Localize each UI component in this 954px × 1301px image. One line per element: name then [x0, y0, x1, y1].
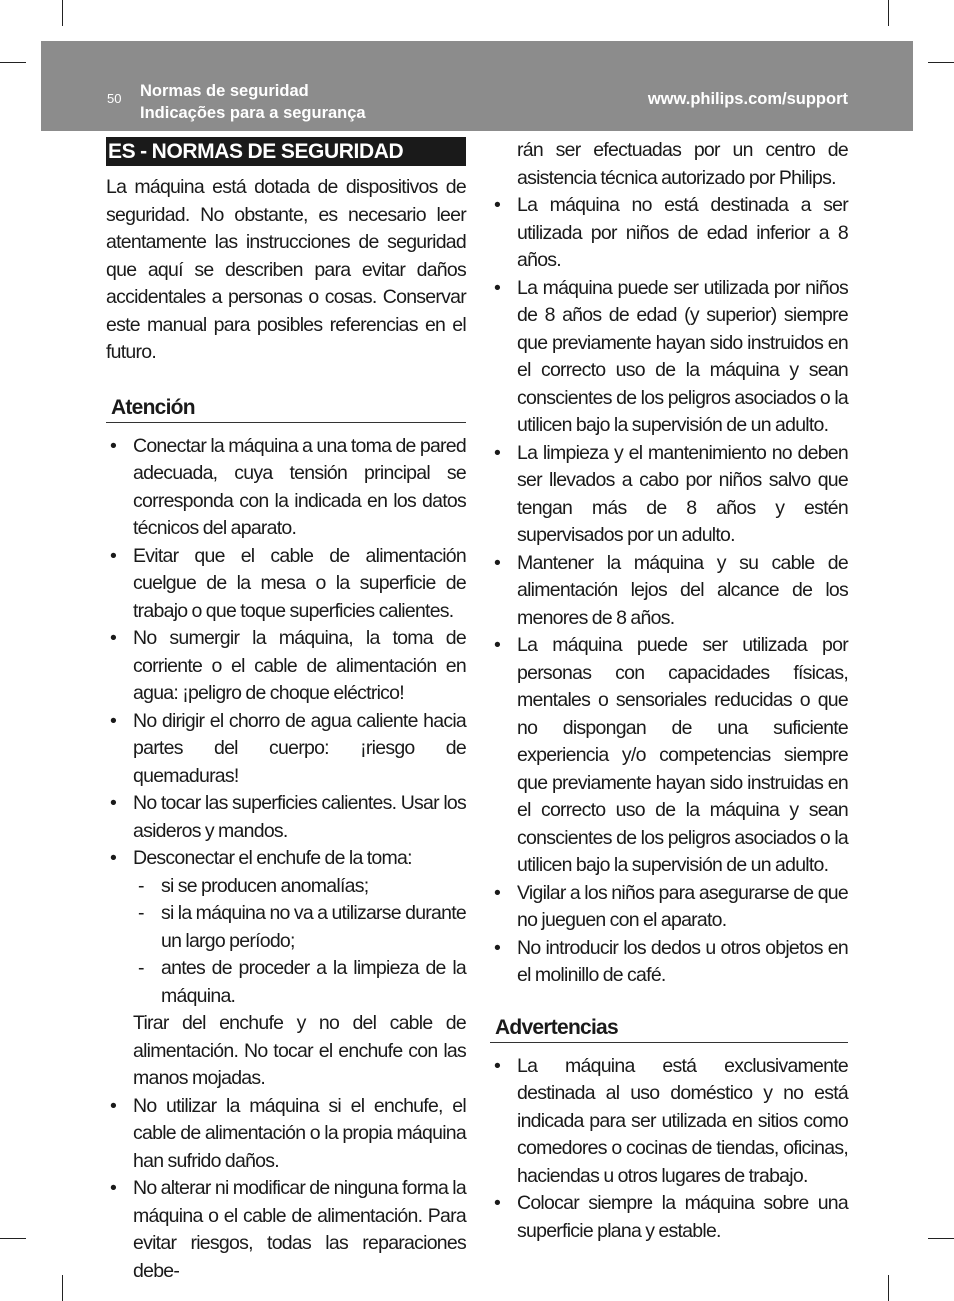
list-item: • Mantener la máquina y su cable de alimentación lejos del alcance de los menores de 8 años. — [490, 550, 848, 633]
left-column — [106, 137, 466, 1285]
list-item: • La máquina puede ser utilizada por personas con capacidades físicas, mentales o sensoriales reducidas o que no dispongan de una suficiente experiencia y/o competencias siempre que previamente hayan sido instruidas en el correcto uso de la máquina y sean conscientes de los peligros asociados o la utilicen bajo la supervisión de un adulto. — [490, 632, 848, 880]
header-titles — [140, 80, 366, 124]
heading-atencion: Atención — [106, 394, 466, 423]
list-item: • La máquina puede ser utilizada por niños de 8 años de edad (y superior) siempre que previamente hayan sido instruidos en el correcto uso de la máquina y sean conscientes de los peligros asociados o la utilicen bajo la supervisión de un adulto. — [490, 275, 848, 440]
list-item: • No alterar ni modificar de ninguna forma la máquina o el cable de alimentación. Para evitar riesgos, todas las reparaciones debe- — [106, 1175, 466, 1285]
crop-mark — [62, 1275, 63, 1301]
list-item: • La limpieza y el mantenimiento no deben ser llevados a cabo por niños salvo que tengan más de 8 años y estén supervisados por un adulto. — [490, 440, 848, 550]
unplug-note: Tirar del enchufe y no del cable de alimentación. No tocar el enchufe con las manos mojadas. — [133, 1012, 466, 1089]
crop-mark — [928, 1238, 954, 1239]
list-item: • Evitar que el cable de alimentación cuelgue de la mesa o la superficie de trabajo o que toque superficies calientes. — [106, 543, 466, 626]
page-header — [41, 41, 913, 131]
list-item: • No dirigir el chorro de agua caliente hacia partes del cuerpo: ¡riesgo de quemaduras! — [106, 708, 466, 791]
dash-item: - si se producen anomalías; — [133, 873, 466, 901]
list-item: • Conectar la máquina a una toma de pared adecuada, cuya tensión principal se corresponda con la indicada en los datos técnicos del aparato. — [106, 433, 466, 543]
crop-mark — [888, 1275, 889, 1301]
unplug-intro: Desconectar el enchufe de la toma: — [133, 847, 412, 869]
list-item: • No sumergir la máquina, la toma de corriente o el cable de alimentación en agua: ¡peligro de choque eléctrico! — [106, 625, 466, 708]
unplug-cases — [133, 873, 466, 1011]
list-item: • No utilizar la máquina si el enchufe, el cable de alimentación o la propia máquina han sufrido daños. — [106, 1093, 466, 1176]
crop-mark — [62, 0, 63, 26]
list-item: • Vigilar a los niños para asegurarse de que no jueguen con el aparato. — [490, 880, 848, 935]
list-item-unplug — [106, 845, 466, 1093]
atencion-list-continued — [490, 137, 848, 990]
list-item: • No tocar las superficies calientes. Usar los asideros y mandos. — [106, 790, 466, 845]
dash-item: - antes de proceder a la limpieza de la máquina. — [133, 955, 466, 1010]
page-number: 50 — [107, 91, 122, 106]
dash-item: - si la máquina no va a utilizarse durante un largo período; — [133, 900, 466, 955]
support-url[interactable]: www.philips.com/support — [647, 90, 848, 108]
heading-advertencias: Advertencias — [490, 1014, 848, 1043]
list-item: • La máquina está exclusivamente destinada al uso doméstico y no está indicada para ser utilizada en sitios como comedores o cocinas de tiendas, oficinas, haciendas u otros lugares de trabajo. — [490, 1053, 848, 1191]
list-item: • No introducir los dedos u otros objetos en el molinillo de café. — [490, 935, 848, 990]
list-item: • La máquina no está destinada a ser utilizada por niños de edad inferior a 8 años. — [490, 192, 848, 275]
section-title: ES - NORMAS DE SEGURIDAD — [106, 137, 466, 166]
list-item: • Colocar siempre la máquina sobre una superficie plana y estable. — [490, 1190, 848, 1245]
crop-mark — [928, 62, 954, 63]
crop-mark — [888, 0, 889, 26]
header-title-es: Normas de seguridad — [140, 82, 309, 100]
right-column — [490, 137, 848, 1245]
list-item-continued: rán ser efectuadas por un centro de asistencia técnica autorizado por Philips. — [517, 139, 848, 189]
advertencias-list — [490, 1053, 848, 1246]
intro-paragraph: La máquina está dotada de dispositivos de seguridad. No obstante, es necesario leer atentamente las instrucciones de seguridad que aquí se describen para evitar daños accidentales a personas o cosas. Conservar este manual para posibles referencias en el futuro. — [106, 176, 466, 363]
header-title-pt: Indicações para a segurança — [140, 104, 366, 122]
crop-mark — [0, 62, 26, 63]
atencion-list — [106, 433, 466, 1286]
crop-mark — [0, 1238, 26, 1239]
